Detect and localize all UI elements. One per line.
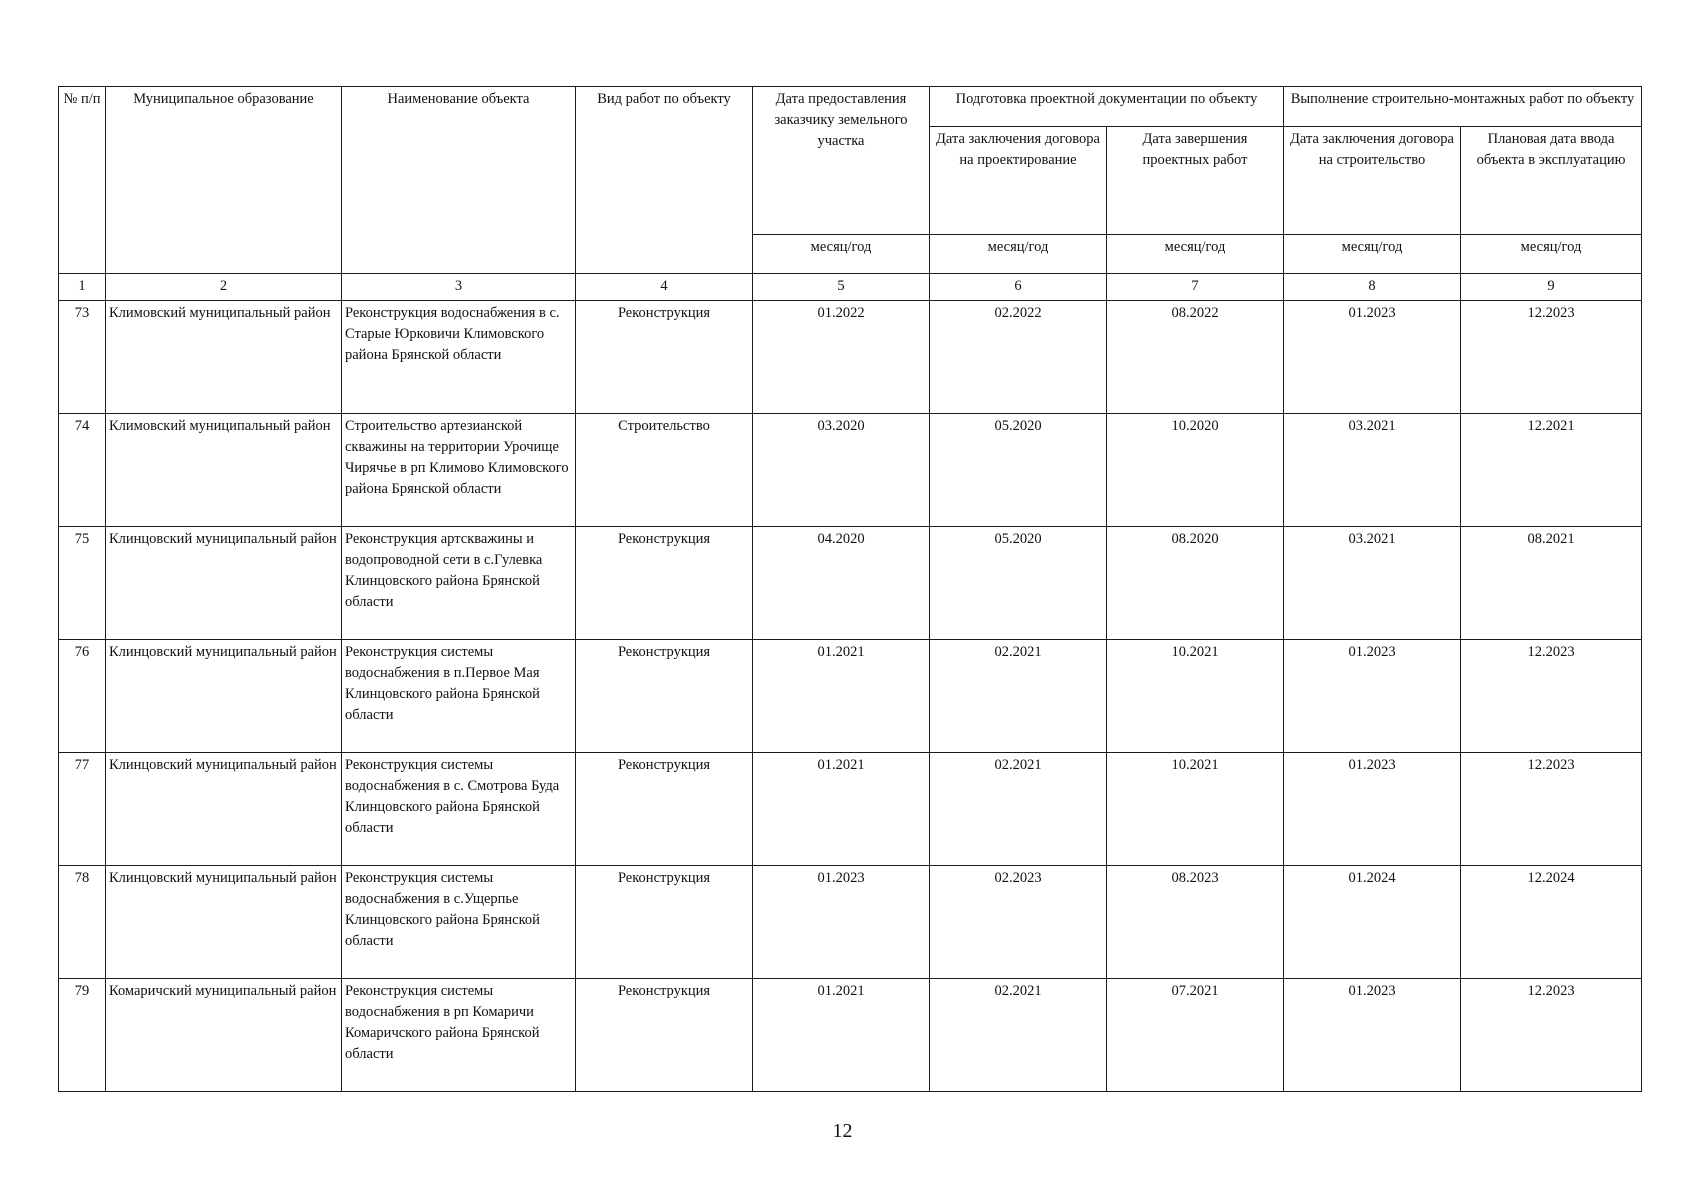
design-contract-cell: 02.2023 [930, 866, 1107, 979]
design-contract-cell: 02.2022 [930, 301, 1107, 414]
header-construction-contract-date: Дата заключения договора на строительство [1284, 127, 1461, 235]
commissioning-cell: 12.2023 [1461, 979, 1642, 1092]
table-row [59, 979, 1642, 1092]
header-design-group: Подготовка проектной документации по объекту [930, 87, 1284, 127]
header-design-contract-date: Дата заключения договора на проектирование [930, 127, 1107, 235]
work-type-cell: Реконструкция [576, 979, 753, 1092]
column-number: 5 [753, 274, 930, 301]
column-number: 4 [576, 274, 753, 301]
header-num: № п/п [59, 87, 106, 274]
column-number: 2 [106, 274, 342, 301]
land-date-cell: 04.2020 [753, 527, 930, 640]
object-name-cell: Реконструкция системы водоснабжения в с.Ущерпье Клинцовского района Брянской области [342, 866, 576, 979]
design-contract-cell: 05.2020 [930, 414, 1107, 527]
column-number: 9 [1461, 274, 1642, 301]
header-construction-group: Выполнение строительно-монтажных работ по объекту [1284, 87, 1642, 127]
column-number: 8 [1284, 274, 1461, 301]
design-completion-cell: 10.2021 [1107, 753, 1284, 866]
work-type-cell: Реконструкция [576, 527, 753, 640]
object-name-cell: Реконструкция водоснабжения в с. Старые Юрковичи Климовского района Брянской области [342, 301, 576, 414]
row-number: 79 [59, 979, 106, 1092]
municipality-cell: Климовский муниципальный район [106, 414, 342, 527]
construction-contract-cell: 03.2021 [1284, 414, 1461, 527]
unit-label: месяц/год [1284, 235, 1461, 274]
design-completion-cell: 10.2021 [1107, 640, 1284, 753]
table-row [59, 301, 1642, 414]
table-row [59, 414, 1642, 527]
table-row [59, 866, 1642, 979]
work-type-cell: Реконструкция [576, 301, 753, 414]
column-number: 7 [1107, 274, 1284, 301]
design-completion-cell: 08.2020 [1107, 527, 1284, 640]
column-number: 6 [930, 274, 1107, 301]
commissioning-cell: 12.2023 [1461, 301, 1642, 414]
object-name-cell: Реконструкция системы водоснабжения в п.Первое Мая Клинцовского района Брянской области [342, 640, 576, 753]
construction-contract-cell: 01.2023 [1284, 753, 1461, 866]
unit-label: месяц/год [1107, 235, 1284, 274]
column-number-row [59, 274, 1642, 301]
object-name-cell: Реконструкция артскважины и водопроводной сети в с.Гулевка Клинцовского района Брянской области [342, 527, 576, 640]
row-number: 78 [59, 866, 106, 979]
work-type-cell: Реконструкция [576, 866, 753, 979]
land-date-cell: 01.2021 [753, 979, 930, 1092]
construction-contract-cell: 01.2023 [1284, 640, 1461, 753]
row-number: 76 [59, 640, 106, 753]
design-contract-cell: 05.2020 [930, 527, 1107, 640]
header-object-name: Наименование объекта [342, 87, 576, 274]
land-date-cell: 03.2020 [753, 414, 930, 527]
municipality-cell: Клинцовский муниципальный район [106, 866, 342, 979]
row-number: 75 [59, 527, 106, 640]
row-number: 77 [59, 753, 106, 866]
construction-contract-cell: 01.2023 [1284, 301, 1461, 414]
design-contract-cell: 02.2021 [930, 753, 1107, 866]
unit-label: месяц/год [1461, 235, 1642, 274]
unit-label: месяц/год [753, 235, 930, 274]
design-completion-cell: 07.2021 [1107, 979, 1284, 1092]
municipality-cell: Клинцовский муниципальный район [106, 753, 342, 866]
land-date-cell: 01.2021 [753, 753, 930, 866]
object-name-cell: Реконструкция системы водоснабжения в с. Смотрова Буда Клинцовского района Брянской области [342, 753, 576, 866]
object-name-cell: Строительство артезианской скважины на территории Урочище Чирячье в рп Климово Климовского района Брянской области [342, 414, 576, 527]
header-design-completion-date: Дата завершения проектных работ [1107, 127, 1284, 235]
projects-table [58, 86, 1642, 1092]
header-land-date: Дата предоставления заказчику земельного участка [753, 87, 930, 235]
municipality-cell: Клинцовский муниципальный район [106, 527, 342, 640]
header-work-type: Вид работ по объекту [576, 87, 753, 274]
commissioning-cell: 12.2023 [1461, 753, 1642, 866]
work-type-cell: Реконструкция [576, 753, 753, 866]
municipality-cell: Комаричский муниципальный район [106, 979, 342, 1092]
construction-contract-cell: 01.2024 [1284, 866, 1461, 979]
work-type-cell: Реконструкция [576, 640, 753, 753]
construction-contract-cell: 01.2023 [1284, 979, 1461, 1092]
commissioning-cell: 08.2021 [1461, 527, 1642, 640]
commissioning-cell: 12.2024 [1461, 866, 1642, 979]
design-completion-cell: 08.2023 [1107, 866, 1284, 979]
land-date-cell: 01.2021 [753, 640, 930, 753]
table-row [59, 753, 1642, 866]
header-commissioning-date: Плановая дата ввода объекта в эксплуатацию [1461, 127, 1642, 235]
unit-label: месяц/год [930, 235, 1107, 274]
municipality-cell: Климовский муниципальный район [106, 301, 342, 414]
column-number: 1 [59, 274, 106, 301]
land-date-cell: 01.2022 [753, 301, 930, 414]
header-municipality: Муниципальное образование [106, 87, 342, 274]
commissioning-cell: 12.2021 [1461, 414, 1642, 527]
design-completion-cell: 10.2020 [1107, 414, 1284, 527]
design-contract-cell: 02.2021 [930, 979, 1107, 1092]
construction-contract-cell: 03.2021 [1284, 527, 1461, 640]
column-number: 3 [342, 274, 576, 301]
table-row [59, 527, 1642, 640]
work-type-cell: Строительство [576, 414, 753, 527]
design-completion-cell: 08.2022 [1107, 301, 1284, 414]
design-contract-cell: 02.2021 [930, 640, 1107, 753]
land-date-cell: 01.2023 [753, 866, 930, 979]
page-number: 12 [832, 1120, 853, 1142]
row-number: 73 [59, 301, 106, 414]
table-row [59, 640, 1642, 753]
object-name-cell: Реконструкция системы водоснабжения в рп Комаричи Комаричского района Брянской области [342, 979, 576, 1092]
row-number: 74 [59, 414, 106, 527]
commissioning-cell: 12.2023 [1461, 640, 1642, 753]
municipality-cell: Клинцовский муниципальный район [106, 640, 342, 753]
